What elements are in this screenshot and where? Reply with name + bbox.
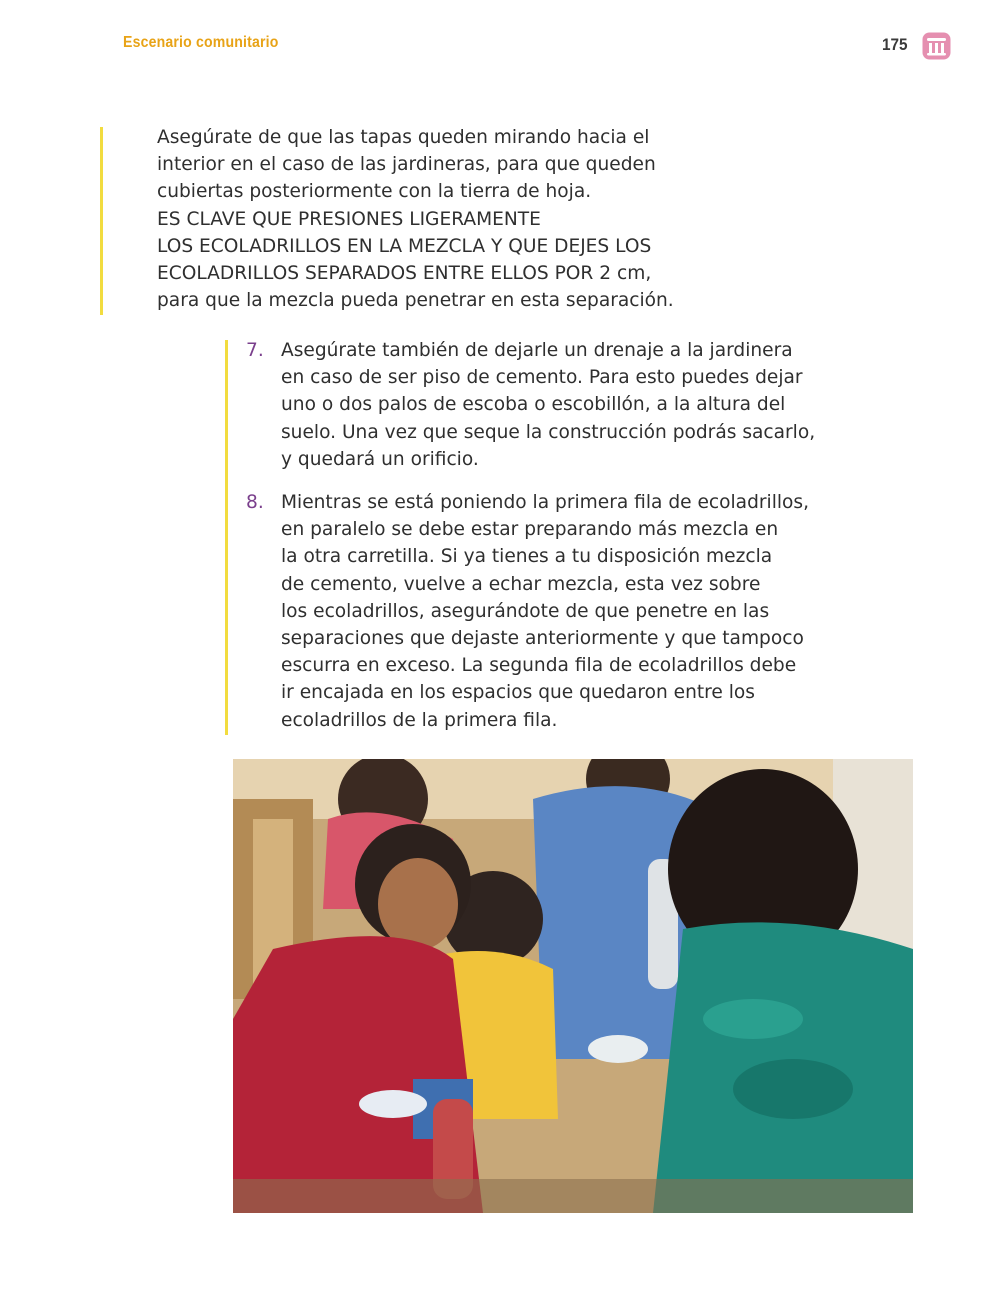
step-line: uno o dos palos de escoba o escobillón, a la altura del [281, 394, 786, 416]
step-line: de cemento, vuelve a echar mezcla, esta vez sobre [281, 573, 761, 595]
community-scenario-icon [922, 32, 951, 60]
children-making-ecobricks-photo [233, 759, 913, 1213]
paragraph-line: cubiertas posteriormente con la tierra de hoja. [157, 181, 592, 203]
step-line: en caso de ser piso de cemento. Para esto puedes dejar [281, 367, 803, 389]
page-number: 175 [882, 35, 908, 54]
paragraph-line: ECOLADRILLOS SEPARADOS ENTRE ELLOS POR 2 cm, [157, 263, 652, 285]
section-title: Escenario comunitario [123, 34, 279, 51]
step-line: en paralelo se debe estar preparando más mezcla en [281, 519, 779, 541]
intro-paragraph [157, 124, 757, 314]
highlight-bar [100, 127, 103, 315]
paragraph-line: ES CLAVE QUE PRESIONES LIGERAMENTE [157, 208, 541, 230]
step-line: la otra carretilla. Si ya tienes a tu disposición mezcla [281, 546, 773, 568]
step-line: suelo. Una vez que seque la construcción podrás sacarlo, [281, 421, 816, 443]
step-number: 7. [246, 340, 264, 361]
step-line: separaciones que dejaste anteriormente y que tampoco [281, 628, 804, 650]
step-line: Asegúrate también de dejarle un drenaje a la jardinera [281, 340, 793, 361]
paragraph-line: interior en el caso de las jardineras, para que queden [157, 154, 656, 176]
steps-list [246, 337, 886, 734]
list-item [246, 337, 886, 473]
paragraph-line: LOS ECOLADRILLOS EN LA MEZCLA Y QUE DEJES LOS [157, 235, 652, 257]
highlight-bar [225, 340, 228, 735]
step-text [281, 337, 886, 473]
step-line: los ecoladrillos, asegurándote de que penetre en las [281, 600, 770, 622]
step-text [281, 489, 886, 734]
step-number: 8. [246, 492, 264, 514]
step-line: escurra en exceso. La segunda fila de ecoladrillos debe [281, 655, 797, 677]
paragraph-line: para que la mezcla pueda penetrar en esta separación. [157, 290, 674, 312]
list-item [246, 489, 886, 734]
step-line: y quedará un orificio. [281, 448, 479, 470]
paragraph-line: Asegúrate de que las tapas queden mirando hacia el [157, 127, 650, 148]
step-line: Mientras se está poniendo la primera fila de ecoladrillos, [281, 492, 809, 514]
step-line: ir encajada en los espacios que quedaron entre los [281, 682, 755, 704]
step-line: ecoladrillos de la primera fila. [281, 709, 558, 731]
